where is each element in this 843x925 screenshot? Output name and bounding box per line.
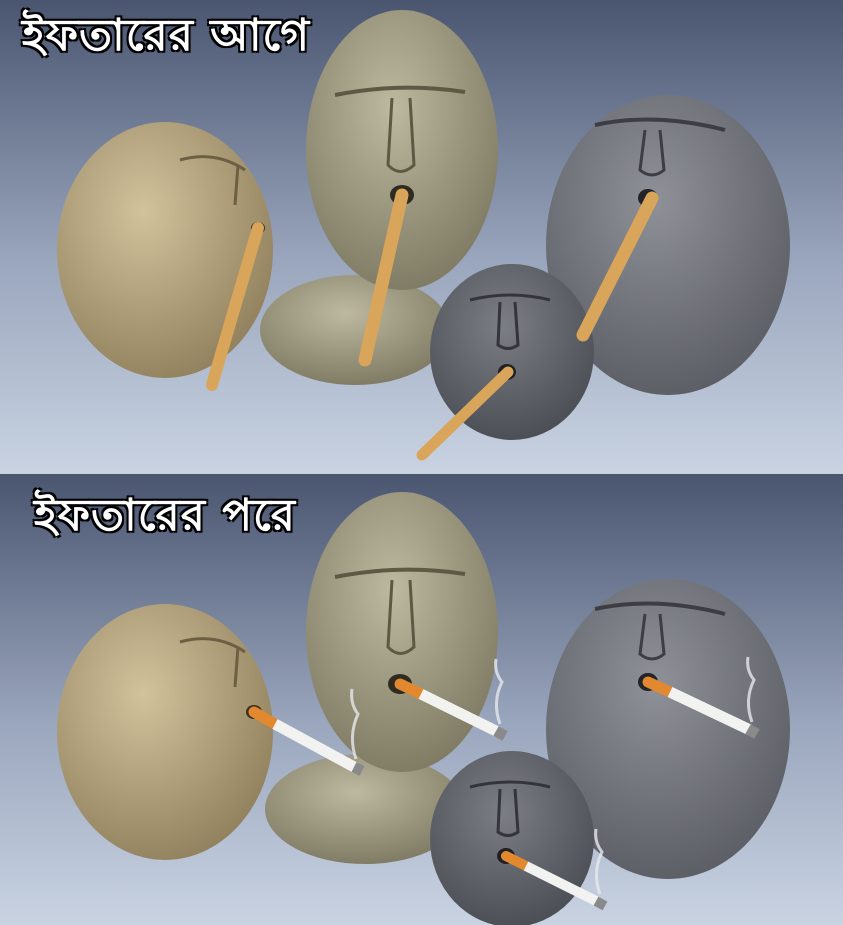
tan-stone (57, 122, 273, 378)
top-caption: ইফতারের আগে (22, 10, 311, 61)
tan-stone (57, 604, 273, 860)
bottom-caption: ইফতারের পরে (34, 490, 296, 541)
small-dark-stone (430, 264, 594, 440)
small-dark-stone (430, 751, 594, 925)
panel-after-iftar (0, 474, 843, 925)
